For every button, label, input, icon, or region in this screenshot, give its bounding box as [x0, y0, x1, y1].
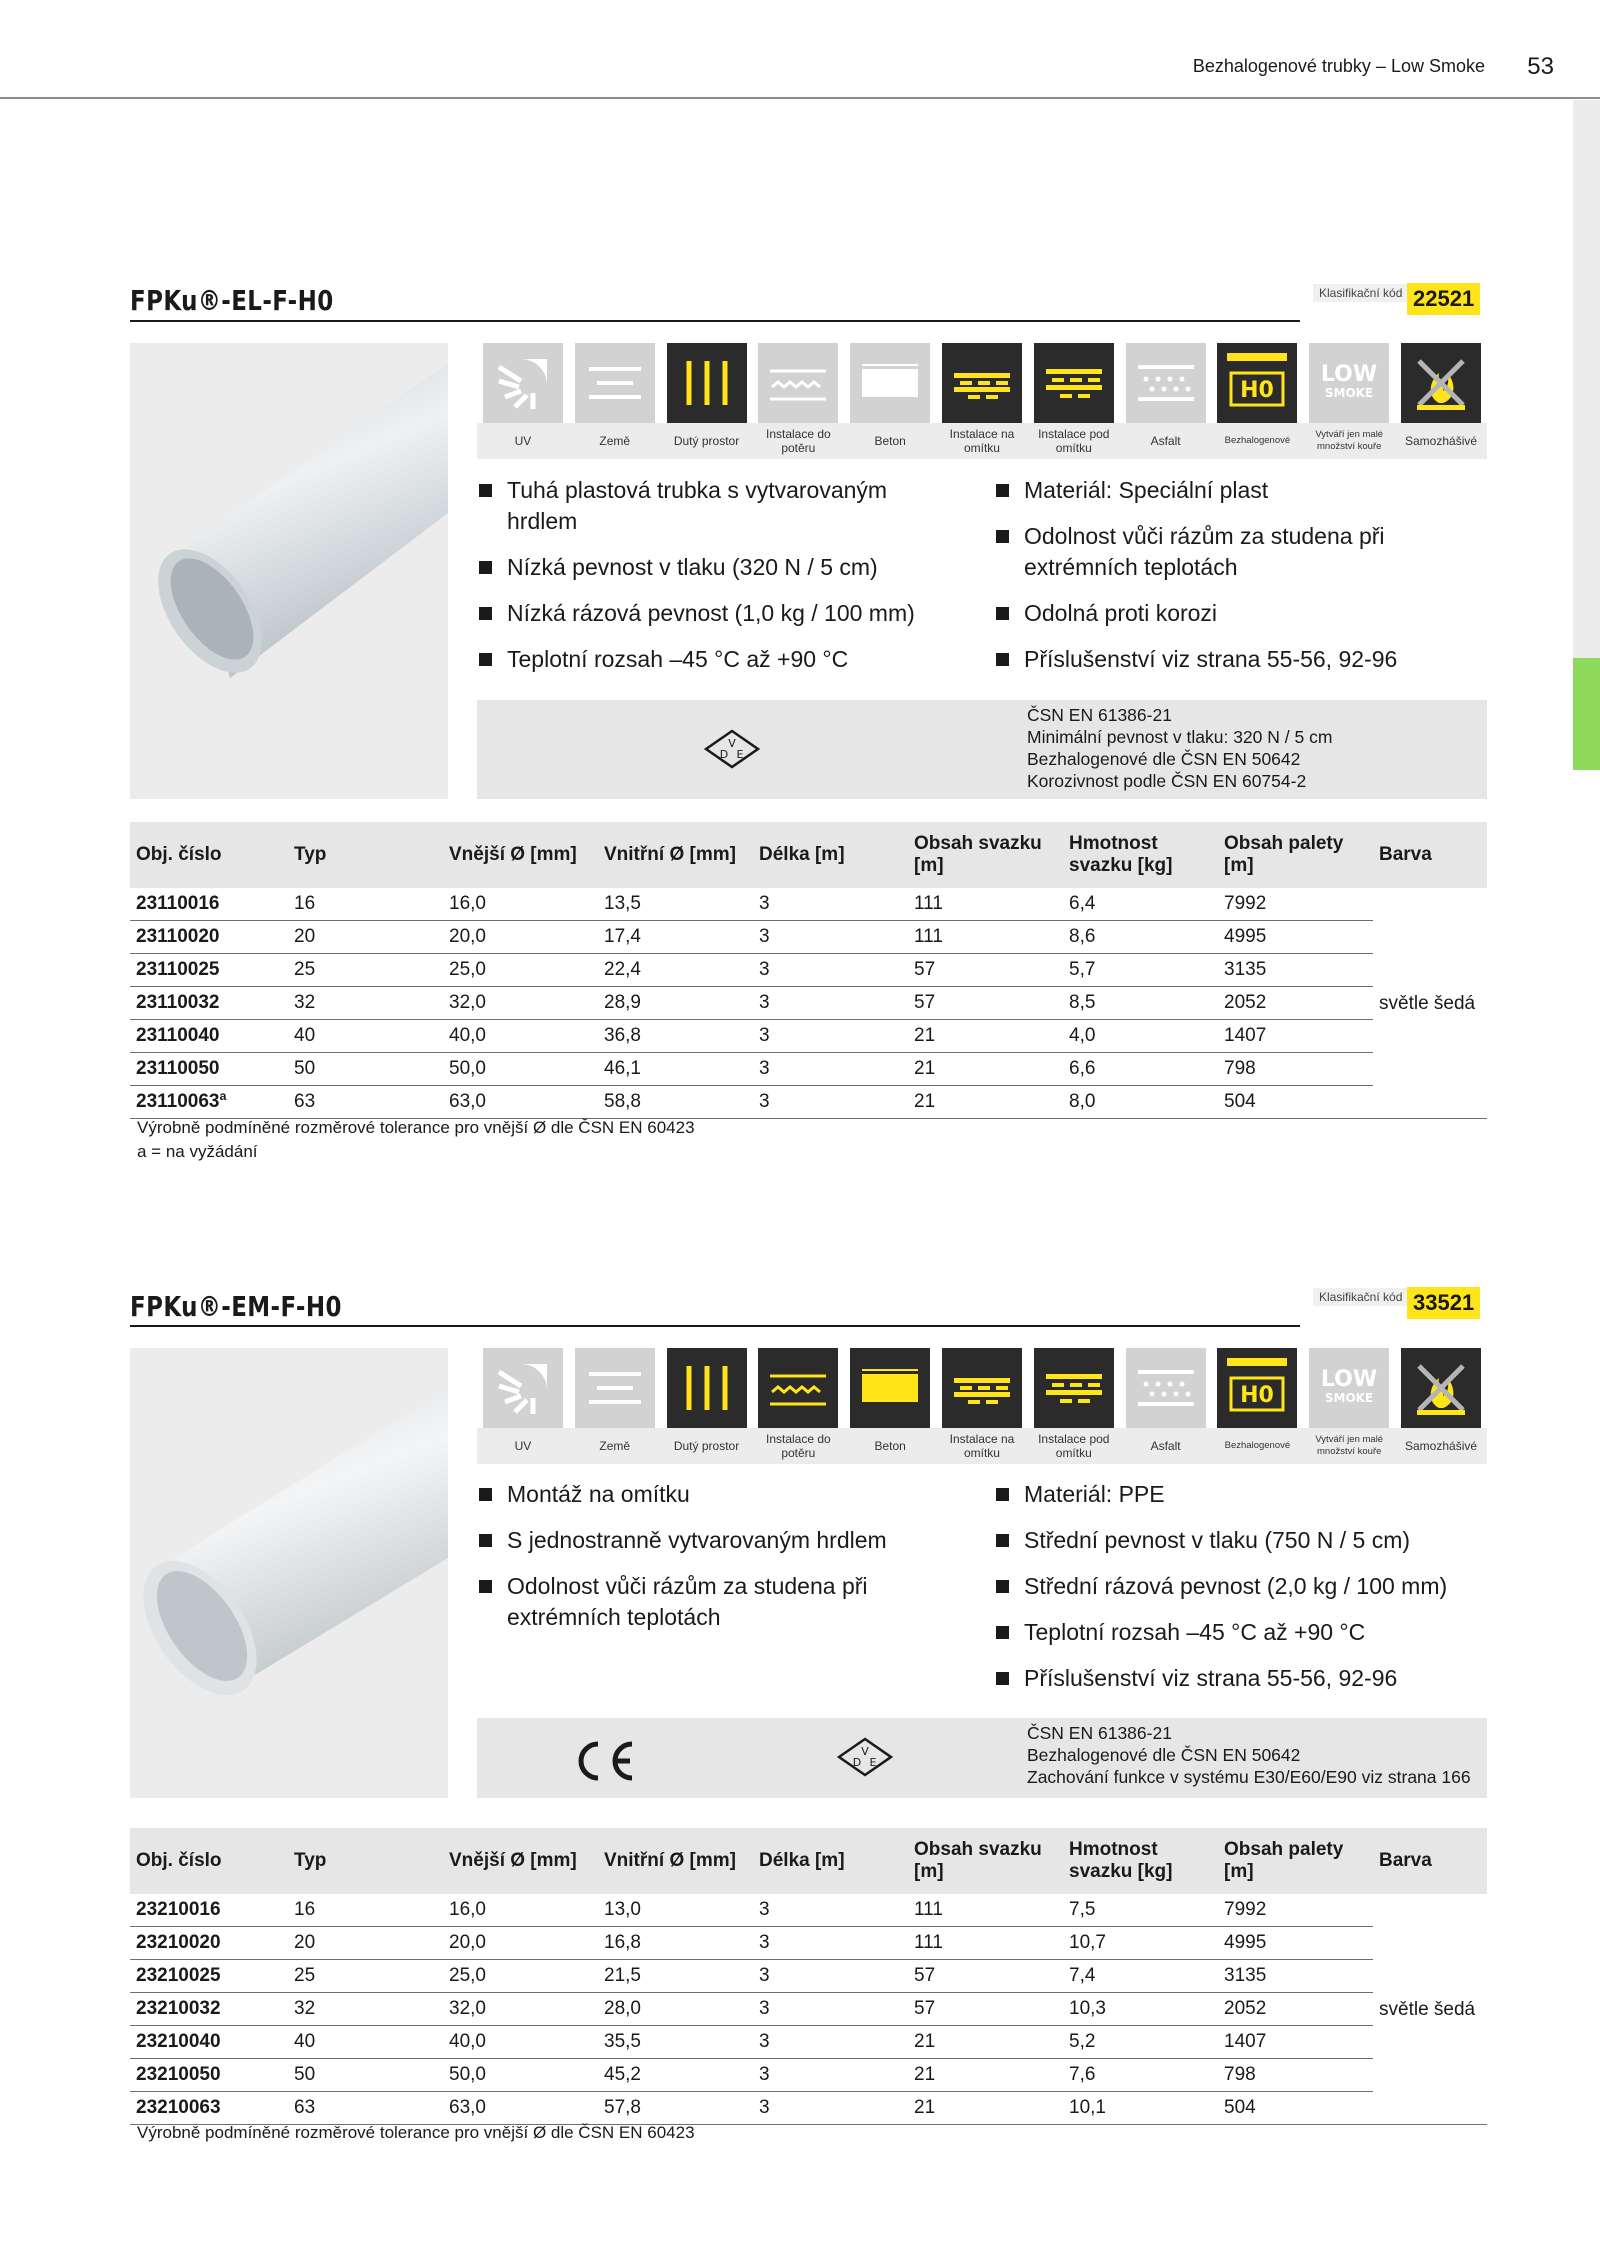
flush-mount-icon — [1034, 1348, 1114, 1428]
cell: 10,1 — [1063, 2092, 1218, 2125]
cell: 4995 — [1218, 921, 1373, 954]
classification-code: 33521 — [1407, 1287, 1480, 1319]
cell: 2052 — [1218, 987, 1373, 1020]
certification-text — [1027, 1722, 1471, 1788]
cell: 7992 — [1218, 888, 1373, 921]
surface-mount-icon — [942, 1348, 1022, 1428]
cell: 3 — [753, 921, 908, 954]
low-smoke-icon — [1309, 1348, 1389, 1428]
running-header-title: Bezhalogenové trubky – Low Smoke — [1192, 56, 1485, 76]
cell: 35,5 — [598, 2026, 753, 2059]
svg-text:H0: H0 — [1240, 378, 1275, 403]
icon-label-self-extinguishing: Samozhášivé — [1405, 434, 1478, 448]
cell: 10,7 — [1063, 1927, 1218, 1960]
svg-text:E: E — [869, 1756, 877, 1769]
cell: 17,4 — [598, 921, 753, 954]
icon-label-asphalt: Asfalt — [1150, 1439, 1181, 1453]
icon-label-concrete: Beton — [874, 434, 906, 448]
column-header: Hmotnost svazku [kg] — [1063, 1828, 1218, 1894]
column-header: Obsah palety [m] — [1218, 822, 1373, 888]
cell: 28,9 — [598, 987, 753, 1020]
column-header: Typ — [288, 1828, 443, 1894]
svg-text:SMOKE: SMOKE — [1325, 386, 1374, 400]
table-row — [130, 2059, 1487, 2092]
icon-label-screed: Instalace do potěru — [765, 1432, 831, 1460]
cell: 57 — [908, 1960, 1063, 1993]
table-row — [130, 987, 1487, 1020]
icon-labels-row — [477, 1428, 1487, 1464]
icon-label-flush-mount: Instalace pod omítku — [1038, 1432, 1110, 1460]
table-row — [130, 1927, 1487, 1960]
self-extinguishing-icon — [1401, 1348, 1481, 1428]
icon-label-surface-mount: Instalace na omítku — [949, 1432, 1015, 1460]
icon-label-asphalt: Asfalt — [1150, 434, 1181, 448]
cell: 25 — [288, 1960, 443, 1993]
column-header: Vnější Ø [mm] — [443, 1828, 598, 1894]
cell: 13,0 — [598, 1894, 753, 1927]
svg-text:H0: H0 — [1240, 1383, 1275, 1408]
cell: 3 — [753, 1086, 908, 1119]
cert-line: Bezhalogenové dle ČSN EN 50642 — [1027, 1745, 1301, 1765]
ground-icon — [575, 1348, 655, 1428]
note-line: Výrobně podmíněné rozměrové tolerance pro vnější Ø dle ČSN EN 60423 — [137, 1118, 695, 1137]
cell: 1407 — [1218, 2026, 1373, 2059]
icon-label-halogen-free: Bezhalogenové — [1224, 435, 1291, 446]
feature-item: S jednostranně vytvarovaným hrdlem — [479, 1525, 949, 1556]
surface-mount-icon — [942, 343, 1022, 423]
cell: 3 — [753, 1927, 908, 1960]
cell: 63,0 — [443, 1086, 598, 1119]
cell: 1407 — [1218, 1020, 1373, 1053]
product-table — [130, 822, 1487, 1119]
table-row — [130, 954, 1487, 987]
feature-item: Odolnost vůči rázům za studena při extrémních teplotách — [996, 521, 1476, 583]
product-title: FPKu®-EM-F-H0 — [130, 1290, 342, 1323]
table-row — [130, 1086, 1487, 1119]
concrete-icon — [850, 1348, 930, 1428]
cell: 16,0 — [443, 888, 598, 921]
cell: 40 — [288, 1020, 443, 1053]
low-smoke-icon — [1309, 343, 1389, 423]
cell: 57,8 — [598, 2092, 753, 2125]
table-row — [130, 1993, 1487, 2026]
column-header: Hmotnost svazku [kg] — [1063, 822, 1218, 888]
cell: 7,4 — [1063, 1960, 1218, 1993]
cell: 63 — [288, 1086, 443, 1119]
icon-label-low-smoke: Vytváří jen malé množství kouře — [1315, 1434, 1384, 1457]
cell: 58,8 — [598, 1086, 753, 1119]
classification-label: Klasifikační kód — [1313, 1288, 1408, 1306]
cell: 3 — [753, 1894, 908, 1927]
column-header: Typ — [288, 822, 443, 888]
order-number: 23110063ª — [130, 1086, 288, 1119]
cell: 20,0 — [443, 921, 598, 954]
order-number: 23110025 — [130, 954, 288, 987]
feature-item: Střední pevnost v tlaku (750 N / 5 cm) — [996, 1525, 1486, 1556]
feature-item: Tuhá plastová trubka s vytvarovaným hrdlem — [479, 475, 949, 537]
icon-label-flush-mount: Instalace pod omítku — [1038, 427, 1110, 455]
table-header-row — [130, 822, 1487, 888]
title-underline — [130, 320, 1300, 322]
cell: 504 — [1218, 1086, 1373, 1119]
cavity-icon — [667, 1348, 747, 1428]
product-image — [130, 343, 448, 799]
color-cell: světle šedá — [1373, 1894, 1487, 2125]
icon-label-concrete: Beton — [874, 1439, 906, 1453]
feature-item: Nízká rázová pevnost (1,0 kg / 100 mm) — [479, 598, 949, 629]
icon-label-low-smoke: Vytváří jen malé množství kouře — [1315, 429, 1384, 452]
cell: 25,0 — [443, 954, 598, 987]
column-header: Délka [m] — [753, 1828, 908, 1894]
cell: 3135 — [1218, 954, 1373, 987]
svg-text:SMOKE: SMOKE — [1325, 1391, 1374, 1405]
concrete-icon — [850, 343, 930, 423]
order-number: 23210032 — [130, 1993, 288, 2026]
note-line: Výrobně podmíněné rozměrové tolerance pro vnější Ø dle ČSN EN 60423 — [137, 2123, 695, 2142]
note-line: a = na vyžádání — [137, 1142, 258, 1161]
cell: 3135 — [1218, 1960, 1373, 1993]
svg-text:LOW: LOW — [1321, 1367, 1378, 1392]
screed-icon — [758, 1348, 838, 1428]
header-divider — [0, 97, 1600, 99]
cell: 40,0 — [443, 2026, 598, 2059]
cell: 63,0 — [443, 2092, 598, 2125]
icon-label-uv: UV — [514, 434, 532, 448]
order-number: 23110040 — [130, 1020, 288, 1053]
icon-label-cavity: Dutý prostor — [673, 434, 740, 448]
cell: 63 — [288, 2092, 443, 2125]
cell: 32 — [288, 987, 443, 1020]
cell: 40,0 — [443, 1020, 598, 1053]
cell: 3 — [753, 2059, 908, 2092]
table-row — [130, 2026, 1487, 2059]
cell: 7,5 — [1063, 1894, 1218, 1927]
certification-text — [1027, 704, 1332, 792]
icon-label-surface-mount: Instalace na omítku — [949, 427, 1015, 455]
cell: 50,0 — [443, 1053, 598, 1086]
cell: 3 — [753, 1053, 908, 1086]
cell: 7992 — [1218, 1894, 1373, 1927]
column-header: Vnější Ø [mm] — [443, 822, 598, 888]
cell: 57 — [908, 987, 1063, 1020]
table-header-row — [130, 1828, 1487, 1894]
cell: 20,0 — [443, 1927, 598, 1960]
table-row — [130, 1053, 1487, 1086]
cell: 50 — [288, 2059, 443, 2092]
table-row — [130, 2092, 1487, 2125]
cell: 8,6 — [1063, 921, 1218, 954]
color-cell: světle šedá — [1373, 888, 1487, 1119]
product-table — [130, 1828, 1487, 2125]
feature-item: Montáž na omítku — [479, 1479, 949, 1510]
cell: 4995 — [1218, 1927, 1373, 1960]
cell: 13,5 — [598, 888, 753, 921]
side-tab-strip — [1573, 100, 1600, 658]
svg-text:E: E — [736, 748, 744, 761]
feature-item: Nízká pevnost v tlaku (320 N / 5 cm) — [479, 552, 949, 583]
cell: 25,0 — [443, 1960, 598, 1993]
feature-item: Materiál: PPE — [996, 1479, 1486, 1510]
icon-label-uv: UV — [514, 1439, 532, 1453]
cell: 21 — [908, 2059, 1063, 2092]
feature-item: Odolná proti korozi — [996, 598, 1476, 629]
cell: 28,0 — [598, 1993, 753, 2026]
page-number: 53 — [1527, 53, 1554, 80]
sun-icon — [483, 1348, 563, 1428]
cell: 20 — [288, 921, 443, 954]
feature-list-left — [479, 475, 949, 690]
feature-item: Příslušenství viz strana 55-56, 92-96 — [996, 644, 1476, 675]
order-number: 23110020 — [130, 921, 288, 954]
cell: 5,7 — [1063, 954, 1218, 987]
title-underline — [130, 1325, 1300, 1327]
classification-label: Klasifikační kód — [1313, 284, 1408, 302]
cell: 111 — [908, 1927, 1063, 1960]
icon-label-cavity: Dutý prostor — [673, 1439, 740, 1453]
cell: 3 — [753, 2026, 908, 2059]
cell: 32,0 — [443, 987, 598, 1020]
cell: 16 — [288, 1894, 443, 1927]
certification-panel — [477, 700, 1487, 799]
svg-text:D: D — [852, 1756, 862, 1769]
column-header: Obsah palety [m] — [1218, 1828, 1373, 1894]
cell: 798 — [1218, 1053, 1373, 1086]
cell: 50 — [288, 1053, 443, 1086]
table-row — [130, 1894, 1487, 1927]
column-header: Obsah svazku [m] — [908, 1828, 1063, 1894]
cell: 3 — [753, 1960, 908, 1993]
cell: 3 — [753, 888, 908, 921]
cell: 111 — [908, 888, 1063, 921]
application-icons-row — [477, 343, 1487, 423]
cell: 2052 — [1218, 1993, 1373, 2026]
cell: 21 — [908, 2092, 1063, 2125]
cell: 111 — [908, 921, 1063, 954]
sun-icon — [483, 343, 563, 423]
svg-text:V: V — [861, 1745, 869, 1758]
cert-line: Korozivnost podle ČSN EN 60754-2 — [1027, 771, 1307, 791]
icon-label-ground: Země — [599, 434, 631, 448]
cell: 3 — [753, 1993, 908, 2026]
cell: 21 — [908, 1020, 1063, 1053]
cell: 3 — [753, 954, 908, 987]
order-number: 23210063 — [130, 2092, 288, 2125]
feature-item: Materiál: Speciální plast — [996, 475, 1476, 506]
product-image — [130, 1348, 448, 1798]
order-number: 23210040 — [130, 2026, 288, 2059]
cell: 22,4 — [598, 954, 753, 987]
cell: 5,2 — [1063, 2026, 1218, 2059]
icon-label-screed: Instalace do potěru — [765, 427, 831, 455]
self-extinguishing-icon — [1401, 343, 1481, 423]
cell: 21,5 — [598, 1960, 753, 1993]
cell: 16,0 — [443, 1894, 598, 1927]
asphalt-icon — [1126, 1348, 1206, 1428]
cell: 45,2 — [598, 2059, 753, 2092]
cell: 16 — [288, 888, 443, 921]
cell: 21 — [908, 1053, 1063, 1086]
cert-line: ČSN EN 61386-21 — [1027, 1723, 1172, 1743]
column-header: Barva — [1373, 822, 1487, 888]
cert-line: Bezhalogenové dle ČSN EN 50642 — [1027, 749, 1301, 769]
feature-item: Teplotní rozsah –45 °C až +90 °C — [996, 1617, 1486, 1648]
table-notes — [137, 2121, 695, 2145]
icon-label-halogen-free: Bezhalogenové — [1224, 1440, 1291, 1451]
order-number: 23210020 — [130, 1927, 288, 1960]
asphalt-icon — [1126, 343, 1206, 423]
order-number: 23110032 — [130, 987, 288, 1020]
feature-list-right — [996, 475, 1476, 690]
svg-text:V: V — [728, 737, 736, 750]
cell: 57 — [908, 954, 1063, 987]
feature-item: Příslušenství viz strana 55-56, 92-96 — [996, 1663, 1486, 1694]
cert-line: Zachování funkce v systému E30/E60/E90 viz strana 166 — [1027, 1767, 1471, 1787]
side-chapter-tab — [1573, 658, 1600, 770]
feature-list-left — [479, 1479, 949, 1648]
table-row — [130, 921, 1487, 954]
column-header: Obsah svazku [m] — [908, 822, 1063, 888]
cell: 10,3 — [1063, 1993, 1218, 2026]
cell: 8,5 — [1063, 987, 1218, 1020]
icon-label-ground: Země — [599, 1439, 631, 1453]
cell: 4,0 — [1063, 1020, 1218, 1053]
feature-item: Teplotní rozsah –45 °C až +90 °C — [479, 644, 949, 675]
cell: 32,0 — [443, 1993, 598, 2026]
icon-label-self-extinguishing: Samozhášivé — [1405, 1439, 1478, 1453]
column-header: Délka [m] — [753, 822, 908, 888]
cell: 3 — [753, 2092, 908, 2125]
cell: 3 — [753, 987, 908, 1020]
feature-item: Střední rázová pevnost (2,0 kg / 100 mm) — [996, 1571, 1486, 1602]
cell: 8,0 — [1063, 1086, 1218, 1119]
order-number: 23210025 — [130, 1960, 288, 1993]
table-row — [130, 888, 1487, 921]
cell: 16,8 — [598, 1927, 753, 1960]
column-header: Obj. číslo — [130, 1828, 288, 1894]
feature-item: Odolnost vůči rázům za studena při extrémních teplotách — [479, 1571, 949, 1633]
cell: 798 — [1218, 2059, 1373, 2092]
screed-icon — [758, 343, 838, 423]
order-number: 23210050 — [130, 2059, 288, 2092]
column-header: Barva — [1373, 1828, 1487, 1894]
table-row — [130, 1020, 1487, 1053]
cell: 7,6 — [1063, 2059, 1218, 2092]
cell: 21 — [908, 2026, 1063, 2059]
svg-text:LOW: LOW — [1321, 362, 1378, 387]
cell: 50,0 — [443, 2059, 598, 2092]
ce-mark-icon — [570, 1736, 636, 1786]
vde-mark-icon — [835, 1736, 895, 1778]
cell: 40 — [288, 2026, 443, 2059]
order-number: 23110050 — [130, 1053, 288, 1086]
ground-icon — [575, 343, 655, 423]
vde-mark-icon — [702, 728, 762, 770]
cert-line: ČSN EN 61386-21 — [1027, 705, 1172, 725]
certification-panel — [477, 1718, 1487, 1798]
cell: 3 — [753, 1020, 908, 1053]
cell: 46,1 — [598, 1053, 753, 1086]
application-icons-row — [477, 1348, 1487, 1428]
column-header: Vnitřní Ø [mm] — [598, 1828, 753, 1894]
classification-code: 22521 — [1407, 283, 1480, 315]
cell: 21 — [908, 1086, 1063, 1119]
table-row — [130, 1960, 1487, 1993]
product-title: FPKu®-EL-F-H0 — [130, 284, 334, 317]
order-number: 23110016 — [130, 888, 288, 921]
halogen-free-icon — [1217, 343, 1297, 423]
icon-labels-row — [477, 423, 1487, 459]
feature-list-right — [996, 1479, 1486, 1709]
order-number: 23210016 — [130, 1894, 288, 1927]
cert-line: Minimální pevnost v tlaku: 320 N / 5 cm — [1027, 727, 1333, 747]
cell: 57 — [908, 1993, 1063, 2026]
column-header: Vnitřní Ø [mm] — [598, 822, 753, 888]
flush-mount-icon — [1034, 343, 1114, 423]
table-notes — [137, 1116, 695, 1164]
cell: 6,6 — [1063, 1053, 1218, 1086]
cell: 20 — [288, 1927, 443, 1960]
cell: 25 — [288, 954, 443, 987]
pipe-illustration — [130, 343, 448, 799]
pipe-illustration — [130, 1348, 448, 1798]
column-header: Obj. číslo — [130, 822, 288, 888]
halogen-free-icon — [1217, 1348, 1297, 1428]
cell: 32 — [288, 1993, 443, 2026]
cell: 111 — [908, 1894, 1063, 1927]
cell: 36,8 — [598, 1020, 753, 1053]
cell: 6,4 — [1063, 888, 1218, 921]
svg-text:D: D — [719, 748, 729, 761]
cavity-icon — [667, 343, 747, 423]
cell: 504 — [1218, 2092, 1373, 2125]
